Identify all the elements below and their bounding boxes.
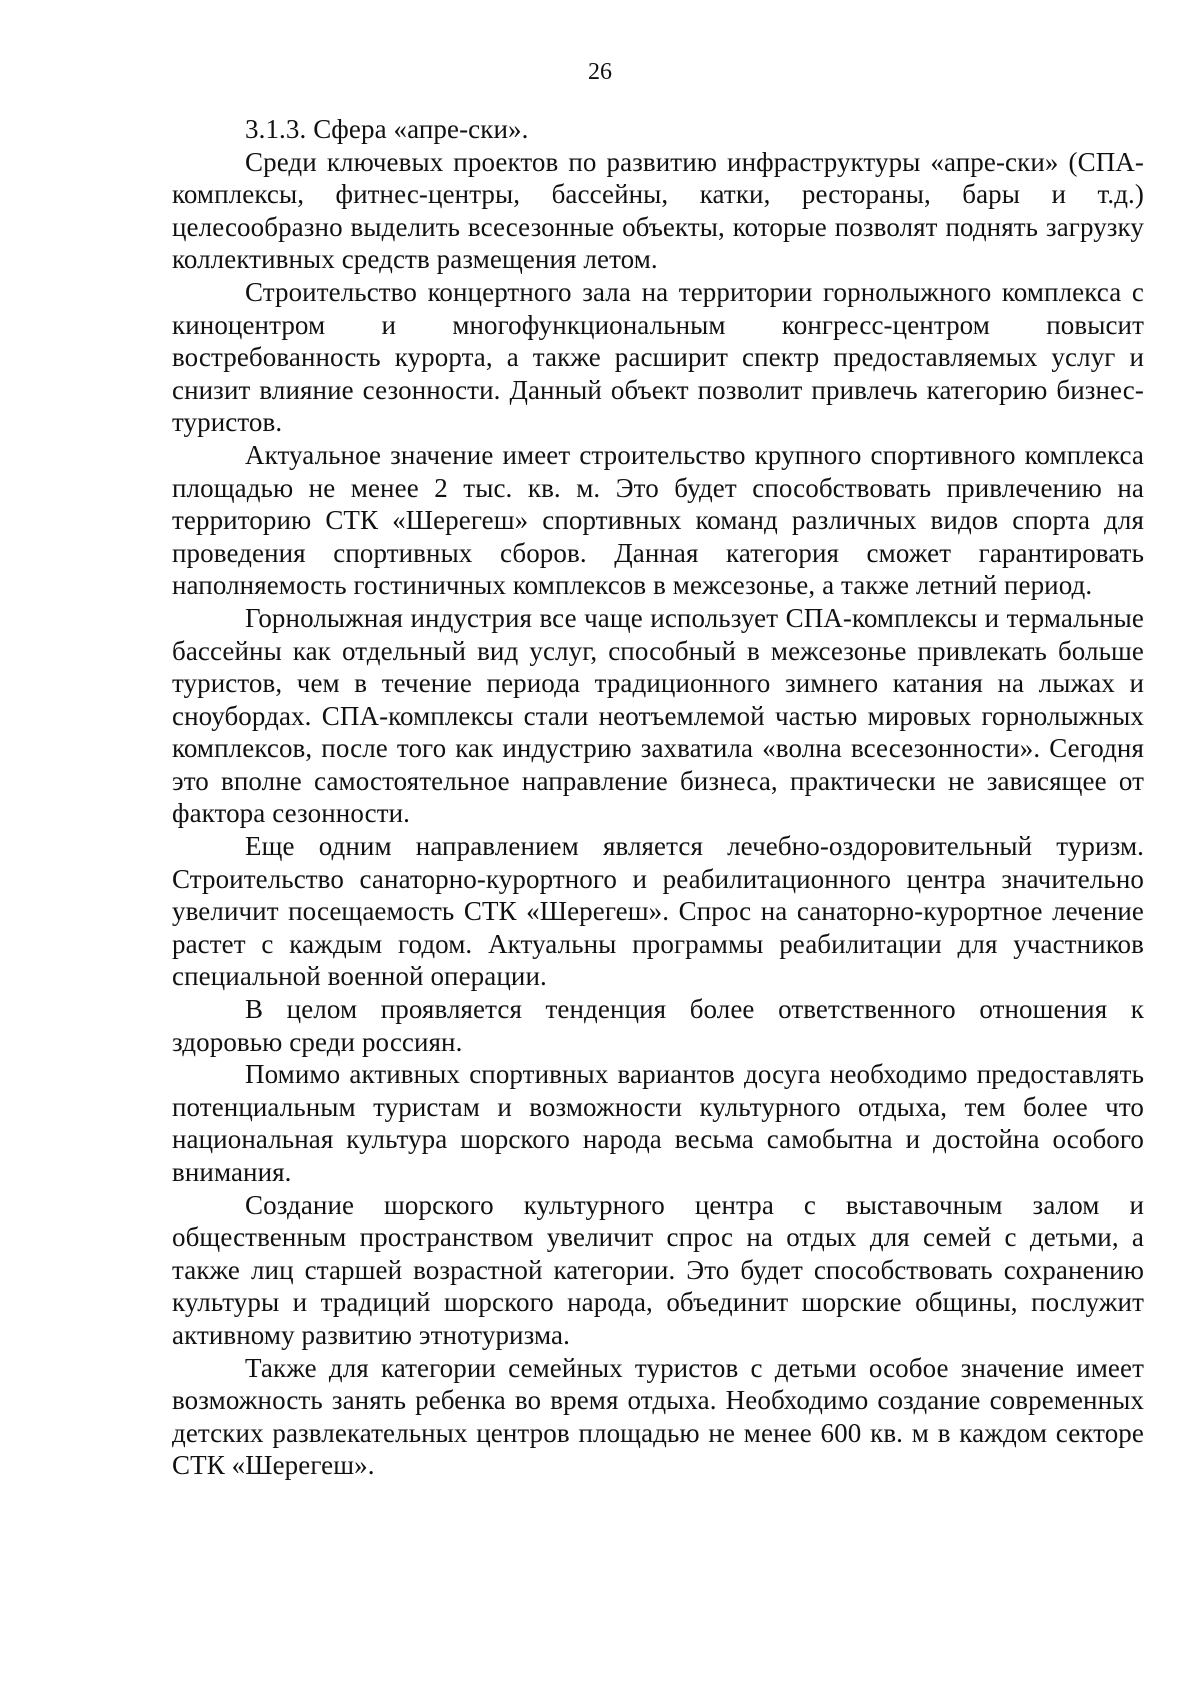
paragraph-apres-ski-infrastructure: Среди ключевых проектов по развитию инфраструктуры «апре-ски» (СПА-комплексы, фитнес-центры, бассейны, катки, рестораны, бары и т.д.) целесообразно выделить всесезонные объекты, которые позволят поднять загрузку коллективных средств размещения летом.	[172, 146, 1144, 275]
paragraph-health-tourism: Еще одним направлением является лечебно-оздоровительный туризм. Строительство санаторно-курортного и реабилитационного центра значительно увеличит посещаемость СТК «Шерегеш». Спрос на санаторно-курортное лечение растет с каждым годом. Актуальны программы реабилитации для участников специальной военной операции.	[172, 831, 1144, 992]
paragraph-sports-complex: Актуальное значение имеет строительство крупного спортивного комплекса площадью не менее 2 тыс. кв. м. Это будет способствовать привлечению на территорию СТК «Шерегеш» спортивных команд различных видов спорта для проведения спортивных сборов. Данная категория сможет гарантировать наполняемость гостиничных комплексов в межсезонье, а также летний период.	[172, 439, 1144, 601]
paragraph-cultural-leisure: Помимо активных спортивных вариантов досуга необходимо предоставлять потенциальным туристам и возможности культурного отдыха, тем более что национальная культура шорского народа весьма самобытна и достойна особого внимания.	[172, 1059, 1144, 1187]
document-body	[172, 113, 1144, 1482]
page-number: 26	[588, 59, 612, 85]
paragraph-family-tourism: Также для категории семейных туристов с детьми особое значение имеет возможность занять ребенка во время отдыха. Необходимо создание современных детских развлекательных центров площадью не менее 600 кв. м в каждом секторе СТК «Шерегеш».	[172, 1352, 1144, 1481]
paragraph-health-trend: В целом проявляется тенденция более ответственного отношения к здоровью среди россиян.	[172, 994, 1144, 1057]
paragraph-concert-hall: Строительство концертного зала на территории горнолыжного комплекса с киноцентром и многофункциональным конгресс-центром повысит востребованность курорта, а также расширит спектр предоставляемых услуг и снизит влияние сезонности. Данный объект позволит привлечь категорию бизнес-туристов.	[172, 276, 1144, 438]
section-heading: 3.1.3. Сфера «апре-ски».	[245, 114, 529, 144]
paragraph-spa-complexes: Горнолыжная индустрия все чаще использует СПА-комплексы и термальные бассейны как отдельный вид услуг, способный в межсезонье привлекать больше туристов, чем в течение периода традиционного зимнего катания на лыжах и сноубордах. СПА-комплексы стали неотъемлемой частью мировых горнолыжных комплексов, после того как индустрию захватила «волна всесезонности». Сегодня это вполне самостоятельное направление бизнеса, практически не зависящее от фактора сезонности.	[172, 602, 1144, 829]
paragraph-shor-cultural-center: Создание шорского культурного центра с выставочным залом и общественным пространством увеличит спрос на отдых для семей с детьми, а также лиц старшей возрастной категории. Это будет способствовать сохранению культуры и традиций шорского народа, объединит шорские общины, послужит активному развитию этнотуризма.	[172, 1189, 1144, 1350]
